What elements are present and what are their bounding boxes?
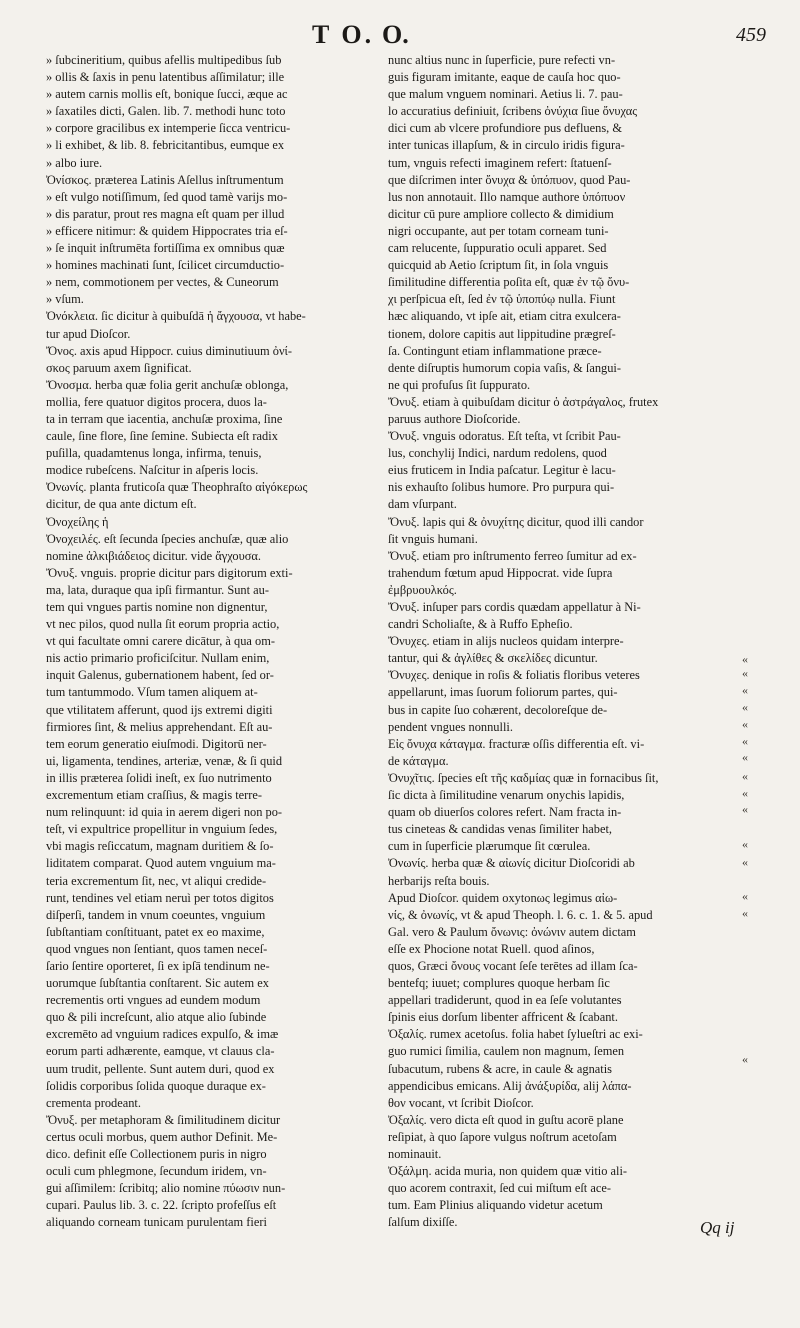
text-line: pendent vngues nonnulli. — [388, 719, 513, 734]
text-line: Ὀνοχείλης ἡ — [46, 514, 109, 529]
text-line: dente diſruptis humorum copia vaſis, & ſangui- — [388, 360, 621, 375]
text-line: nominauit. — [388, 1147, 442, 1161]
margin-quote-mark: « — [742, 717, 748, 731]
text-line: » homines machinati ſunt, ſcilicet circumductio- — [46, 258, 285, 273]
text-line: tionem, dolore capitis aut lippitudine prægreſ- — [388, 326, 616, 341]
text-line: nigri occupante, aut per totam corneam tuni- — [388, 223, 609, 238]
text-line: Ὀνόκλεια. ſic dicitur à quibuſdā ἡ ἄγχουσα, vt habe- — [46, 309, 306, 324]
text-line: recrementis orti vngues ad eundem modum — [46, 993, 261, 1008]
text-line: Ὀνίσκος. præterea Latinis Aſellus inſtrumentum — [46, 172, 284, 187]
text-line: bentefq; iuuet; complures quoque herbam ſic — [388, 976, 610, 991]
margin-quote-mark: « — [742, 906, 748, 920]
text-line: oculi cum phlegmone, ſecundum iridem, vn- — [46, 1164, 267, 1179]
text-line: eius fruticem in India paſcatur. Legitur è lacu- — [388, 463, 616, 478]
text-line: dam vſurpant. — [388, 497, 457, 512]
text-line: vt nec pilos, quod nulla ſit eorum propria actio, — [46, 617, 280, 632]
text-line: teſt, vi expultrice propellitur in vnguium ſedes, — [46, 822, 278, 837]
margin-quote-mark: « — [742, 666, 748, 680]
text-line: modice rubeſcens. Naſcitur in aſperis locis. — [46, 463, 259, 478]
text-line: » ollis & ſaxis in penu latentibus aſſimilatur; ille — [46, 70, 285, 85]
text-line: Ὀνοχειλές. eſt ſecunda ſpecies anchuſæ, quæ alio — [46, 531, 289, 546]
text-line: certus oculi morbus, quem author Definit. Me- — [46, 1129, 278, 1144]
text-line: Εἰς ὄνυχα κάταγμα. fracturæ oſſis differentia eſt. vi- — [388, 736, 645, 751]
text-line: reſipiat, à quo ſapore vulgus noſtrum acetoſam — [388, 1129, 617, 1144]
text-line: caule, ſine flore, ſine ſemine. Subiecta eſt radix — [46, 429, 278, 444]
text-line: aliquando corneam tunicam purulentam fieri — [46, 1215, 267, 1230]
text-line: Ὄνυχες. etiam in alijs nucleos quidam interpre- — [388, 634, 624, 649]
text-line: » ſubcineritium, quibus afellis multipedibus ſub — [46, 53, 282, 67]
margin-quote-mark: « — [742, 855, 748, 869]
text-line: eorum parti adhærente, eamque, vt clauus cla- — [46, 1044, 275, 1059]
text-line: in illis præterea ſolidi ineſt, ex ſuo nutrimento — [46, 770, 272, 785]
text-line: appellari tradiderunt, quod in ea ſeſe volutantes — [388, 993, 622, 1008]
header-middle: O. — [382, 20, 409, 49]
text-line: dici cum ab vlcere profundiore pus defluens, & — [388, 121, 622, 136]
text-line: Ὄνυξ. vnguis. proprie dicitur pars digitorum exti- — [46, 565, 293, 580]
text-line: inquit Galenus, gubernationem habent, ſed or- — [46, 668, 274, 683]
text-line: Ὄνυξ. inſuper pars cordis quædam appellatur à Ni- — [388, 600, 641, 614]
text-line: » nem, commotionem per vectes, & Cuneorum — [46, 275, 279, 290]
text-line: ſa. Contingunt etiam inflammatione præce- — [388, 343, 602, 358]
margin-quote-mark: « — [742, 700, 748, 714]
text-line: hæc aliquando, vt ipſe ait, etiam citra exulcera- — [388, 309, 621, 324]
text-line: cum in ſuperficie plærumque ſit cœrulea. — [388, 839, 591, 854]
text-line: Ὄνυξ. etiam à quibuſdam dicitur ὁ ἀστράγαλος, frutex — [388, 394, 659, 409]
text-line: ſic dicta à ſimilitudine venarum onychis lapidis, — [388, 788, 625, 803]
text-line: quos, Græci ὄνους vocant ſeſe terētes ad illam ſca- — [388, 958, 638, 973]
text-line: de κάταγμα. — [388, 753, 449, 768]
text-line: ſario ſentire oporteret, ſi ex ipſā tendinum ne- — [46, 958, 270, 973]
text-line: lus, conchylij Indici, nardum redolens, quod — [388, 446, 607, 461]
text-line: diſperſi, tandem in vnum coeuntes, vnguium — [46, 907, 266, 922]
text-line: trahendum fœtum apud Hippocrat. vide ſupra — [388, 565, 613, 580]
text-line: firmiores ſint, & melius apprehendant. Eſt au- — [46, 719, 273, 734]
text-line: quam ob diuerſos colores refert. Nam fracta in- — [388, 805, 622, 820]
margin-quote-mark: « — [742, 1052, 748, 1066]
text-line: eſſe ex Phocione notat Ruell. quod aſinos, — [388, 941, 595, 956]
text-line: que diſcrimen inter ὄνυχα & ὑπόπυον, quod Pau- — [388, 172, 631, 187]
text-line: paruus authore Dioſcoride. — [388, 411, 521, 426]
text-line: nis actio primario proficiſcitur. Nullam enim, — [46, 651, 270, 666]
text-line: crementa prodeant. — [46, 1095, 141, 1110]
text-line: tur apud Dioſcor. — [46, 326, 131, 341]
text-line: Ὀνωνίς. planta fruticoſa quæ Theophraſto αἰγόκερως — [46, 480, 308, 495]
text-line: quod vngues non ſentiant, quos tamen neceſ- — [46, 941, 268, 956]
text-line: tem eorum generatio eiuſmodi. Digitorū ner- — [46, 736, 267, 751]
text-line: ſubacutum, rubens & acre, in caule & agnatis — [388, 1061, 612, 1076]
text-line: tem qui vngues partis nomine non dignentur, — [46, 600, 268, 614]
text-line: Ὀνωνίς. herba quæ & αἰωνίς dicitur Dioſcoridi ab — [388, 856, 635, 871]
right-margin-marks — [742, 52, 782, 1252]
text-line: vt qui facultate omni carere dicātur, à qua om- — [46, 634, 275, 649]
text-line: appendicibus emicans. Alij ἀνάξυρίδα, alij λάπα- — [388, 1078, 632, 1093]
margin-quote-mark: « — [742, 837, 748, 851]
text-line: gui aſſimilem: ſcribitq; alio nomine πύωσιν nun- — [46, 1181, 286, 1196]
text-line: » ſe inquit inſtrumēta fortiſſima ex omnibus quæ — [46, 241, 285, 256]
text-line: » corpore gracilibus ex intemperie ſicca ventricu- — [46, 121, 291, 136]
text-line: quo & pili increſcunt, alio atque alio ſubinde — [46, 1010, 267, 1025]
text-line: nis exhauſto ſolibus humore. Pro purpura qui- — [388, 480, 615, 495]
text-line: Ὄνυξ. per metaphoram & ſimilitudinem dicitur — [46, 1112, 281, 1127]
text-line: inter tunicas illapſum, & in circulo iridis figura- — [388, 138, 625, 153]
text-line: excrementum etiam craſſius, & magis terre- — [46, 788, 263, 803]
text-line: tantur, qui & ἀγλίθες & σκελίδες dicuntur. — [388, 651, 598, 666]
page-number: 459 — [736, 24, 766, 46]
text-line: uum trudit, pellente. Sunt autem duri, quod ex — [46, 1061, 275, 1076]
text-line: cupari. Paulus lib. 3. c. 22. ſcripto profeſſus eſt — [46, 1198, 277, 1213]
text-line: appellarunt, imas ſuorum foliorum partes, qui- — [388, 685, 618, 700]
text-line: Apud Dioſcor. quidem oxytonως legimus αἰω- — [388, 890, 618, 905]
catchword: Qq ij — [700, 1218, 735, 1237]
text-line: » vſum. — [46, 292, 84, 307]
margin-quote-mark: « — [742, 734, 748, 748]
text-line: tus cineteas & candidas venas ſimiliter habet, — [388, 822, 612, 837]
text-line: dicitur cū pure ampliore collecto & dimidium — [388, 206, 614, 221]
text-line: ſubſtantiam conſtituant, patet ex eo maxime, — [46, 924, 265, 939]
text-line: ἐμβρυουλκός. — [388, 582, 457, 597]
text-line: ui, ligamenta, tendines, arteriæ, venæ, & ſi quid — [46, 753, 283, 768]
text-line: Ὄνυξ. etiam pro inſtrumento ferreo ſumitur ad ex- — [388, 548, 637, 563]
right-column — [388, 52, 733, 1231]
text-line: Ὄνυξ. vnguis odoratus. Eſt teſta, vt ſcribit Pau- — [388, 429, 621, 444]
text-line: χι perſpicua eſt, ſed ἐν τῷ ὑποπύῳ nulla. Fiunt — [388, 292, 616, 307]
text-line: » albo iure. — [46, 155, 103, 170]
text-line: tum tantummodo. Vſum tamen aliquem at- — [46, 685, 258, 700]
text-line: » li exhibet, & lib. 8. febricitantibus, eumque ex — [46, 138, 285, 153]
margin-quote-mark: « — [742, 889, 748, 903]
text-line: ſalſum dixiſſe. — [388, 1215, 458, 1230]
margin-quote-mark: « — [742, 786, 748, 800]
text-line: νίς, & ὀνωνίς, vt & apud Theoph. l. 6. c. 1. & 5. apud — [388, 907, 653, 922]
text-line: dicitur, de qua ante dictum eſt. — [46, 497, 197, 512]
text-line: cam relucente, ſuppuratio oculi apparet. Sed — [388, 241, 607, 256]
text-line: lus non annotauit. Illo namque authore ὑπόπυον — [388, 189, 626, 204]
text-line: uorumque ſubſtantia conſtarent. Sic autem ex — [46, 976, 269, 991]
margin-quote-mark: « — [742, 652, 748, 666]
text-line: » eſt vulgo notiſſimum, ſed quod tamè varijs mo- — [46, 189, 288, 204]
margin-quote-mark: « — [742, 750, 748, 764]
text-line: guo rumici ſimilia, caulem non magnum, ſemen — [388, 1044, 625, 1059]
text-line: puſilla, quadamtenus longa, infirma, tenuis, — [46, 446, 262, 461]
text-line: ſpinis eius dorſum libenter affricent & ſcabant. — [388, 1010, 618, 1025]
text-line: Ὀξάλμη. acida muria, non quidem quæ vitio ali- — [388, 1164, 628, 1179]
text-line: teria excrementum ſit, nec, vt aliqui credide- — [46, 873, 267, 888]
text-line: tum, vnguis refecti imaginem refert: ſtatuenſ- — [388, 155, 612, 170]
left-column — [46, 52, 380, 1231]
margin-quote-mark: « — [742, 683, 748, 697]
text-line: que malum vnguem nominari. Aetius li. 7. pau- — [388, 87, 623, 102]
text-line: ta in terram que iacentia, anchuſæ proxima, ſine — [46, 411, 283, 426]
text-line: Ὄνυχες. denique in roſis & foliatis floribus veteres — [388, 668, 640, 683]
text-line: » ſaxatiles dicti, Galen. lib. 7. methodi hunc toto — [46, 104, 286, 119]
text-line: Ὀξαλίς. vero dicta eſt quod in guſtu acorē plane — [388, 1112, 624, 1127]
text-line: nunc altius nunc in ſuperficie, pure refecti vn- — [388, 53, 616, 67]
text-line: bus in capite ſuo cohærent, decoloreſque de- — [388, 702, 608, 717]
text-line: σκος paruum axem ſignificat. — [46, 360, 192, 375]
text-line: nomine ἀλκιβιάδειος dicitur. vide ἄγχουσα. — [46, 548, 262, 563]
text-line: » efficere nitimur: & quidem Hippocrates tria eſ- — [46, 223, 288, 238]
text-line: ne qui profuſus ſit ſuppurato. — [388, 377, 531, 392]
text-line: candri Scholiaſte, & à Ruffo Epheſio. — [388, 617, 573, 632]
text-line: Ὄνος. axis apud Hippocr. cuius diminutiuum ὀνί- — [46, 343, 293, 358]
text-line: ma, lata, duraque qua ipſi firmantur. Sunt au- — [46, 582, 269, 597]
text-line: runt, tendines vel etiam neruì per totos digitos — [46, 890, 274, 905]
running-header — [0, 20, 800, 50]
text-line: Gal. vero & Paulum ὄνωνις: ὀνώνιν autem dictam — [388, 924, 636, 939]
text-line: mollia, fere quatuor digitos procera, duos la- — [46, 394, 267, 409]
header-left: T O. — [312, 20, 375, 49]
text-line: ſolidis corporibus ſolida quoque duraque ex- — [46, 1078, 266, 1093]
text-line: Ὀνυχῖτις. ſpecies eſt τῆς καδμίας quæ in fornacibus ſit, — [388, 770, 659, 785]
text-line: herbarijs reſta bouis. — [388, 873, 490, 888]
text-line: θον vocant, vt ſcribit Dioſcor. — [388, 1095, 534, 1110]
text-line: » autem carnis mollis eſt, bonique ſucci, æque ac — [46, 87, 288, 102]
text-line: quicquid ab Aetio ſcriptum ſit, in ſola vnguis — [388, 258, 609, 273]
text-line: ſit vnguis humani. — [388, 531, 478, 546]
text-line: quo acorem contraxit, ſed cui miſtum eſt ace- — [388, 1181, 611, 1196]
text-line: tum. Eam Plinius aliquando videtur acetum — [388, 1198, 603, 1213]
text-line: num relinquunt: id quia in aerem digeri non po- — [46, 805, 283, 820]
margin-quote-mark: « — [742, 769, 748, 783]
text-line: guis figuram imitante, eaque de cauſa hoc quo- — [388, 70, 621, 85]
text-line: vbi magis reſiccatum, magnam duritiem & ſo- — [46, 839, 274, 854]
text-line: Ὄνυξ. lapis qui & ὀνυχίτης dicitur, quod illi candor — [388, 514, 644, 529]
text-line: lo accuratius definiuit, ſcribens ὀνύχια ſiue ὄνυχας — [388, 104, 638, 119]
text-line: Ὀξαλίς. rumex acetoſus. folia habet ſylueſtri ac exi- — [388, 1027, 643, 1042]
text-line: » dis paratur, prout res magna eſt quam per illud — [46, 206, 285, 221]
text-line: liditatem comparat. Quod autem vnguium ma- — [46, 856, 276, 871]
text-line: excremēto ad vnguium radices expulſo, & imæ — [46, 1027, 279, 1042]
text-line: Ὄνοσμα. herba quæ folia gerit anchuſæ oblonga, — [46, 377, 289, 392]
text-line: dico. definit eſſe Collectionem puris in nigro — [46, 1147, 267, 1161]
text-line: que vtilitatem afferunt, quod ijs extremi digiti — [46, 702, 273, 717]
text-line: ſimilitudine differentia poſita eſt, quæ ἐν τῷ ὄνυ- — [388, 275, 630, 290]
margin-quote-mark: « — [742, 802, 748, 816]
